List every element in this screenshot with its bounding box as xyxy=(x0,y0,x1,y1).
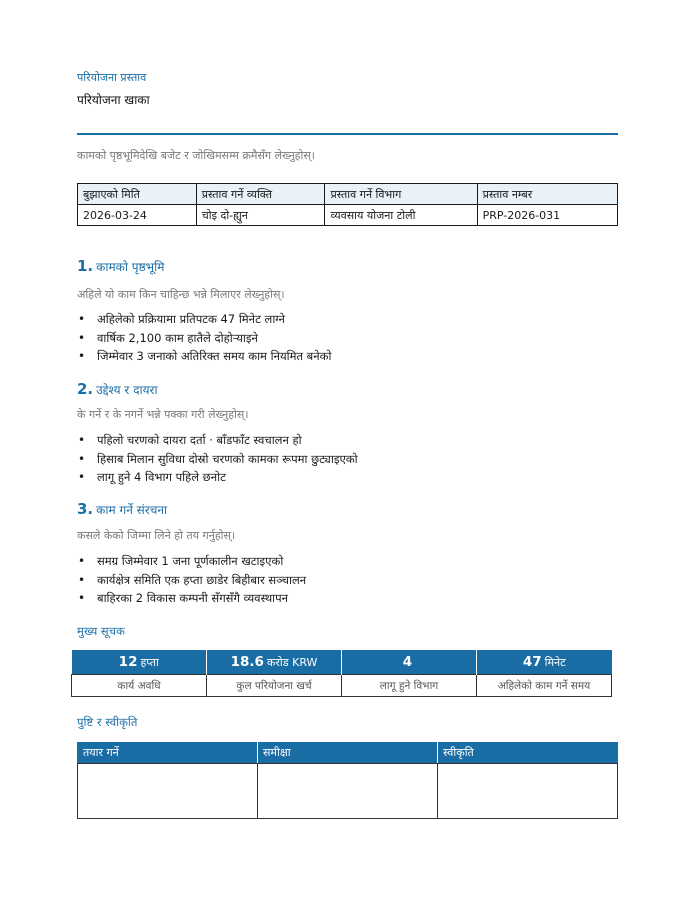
document-category: परियोजना प्रस्ताव xyxy=(77,71,147,84)
kpi-label: कुल परियोजना खर्च xyxy=(207,675,342,697)
section-number: 2. xyxy=(77,380,94,398)
meta-value-department: व्यवसाय योजना टोली xyxy=(325,205,477,226)
meta-value-proposer: चोइ दो-ह्युन xyxy=(196,205,325,226)
kpi-unit: करोड KRW xyxy=(266,656,318,669)
approval-header-prepared: तयार गर्ने xyxy=(78,742,258,764)
list-item: • कार्यक्षेत्र समिति एक हप्ता छाडेर बिहीबार सञ्चालन xyxy=(77,571,306,590)
section-heading-1 xyxy=(77,257,164,275)
list-item: • हिसाब मिलान सुविधा दोस्रो चरणको कामका रूपमा छुट्याइएको xyxy=(77,450,358,469)
kpi-value-cost xyxy=(207,650,342,675)
kpi-number: 4 xyxy=(402,654,413,670)
list-item: • पहिलो चरणको दायरा दर्ता · बाँडफाँट स्वचालन हो xyxy=(77,431,358,450)
kpi-value-duration xyxy=(72,650,207,675)
kpi-label: कार्य अवधि xyxy=(72,675,207,697)
kpi-value-departments xyxy=(342,650,477,675)
section-hint-1: अहिले यो काम किन चाहिन्छ भन्ने मिलाएर लेख्नुहोस्। xyxy=(77,288,285,301)
section-hint-3: कसले केको जिम्मा लिने हो तय गर्नुहोस्। xyxy=(77,529,236,542)
section-heading-2 xyxy=(77,380,158,398)
section-number: 3. xyxy=(77,500,94,518)
section-heading-3 xyxy=(77,500,167,518)
meta-table xyxy=(77,183,618,226)
approval-cell-review xyxy=(258,764,438,819)
header-divider xyxy=(77,133,618,135)
meta-header-proposer: प्रस्ताव गर्ने व्यक्ति xyxy=(196,184,325,205)
kpi-label: लागू हुने विभाग xyxy=(342,675,477,697)
kpi-unit: हप्ता xyxy=(140,656,159,669)
approval-heading: पुष्टि र स्वीकृति xyxy=(77,715,138,729)
kpi-unit: मिनेट xyxy=(544,656,566,669)
kpi-number: 12 xyxy=(118,654,138,670)
approval-header-review: समीक्षा xyxy=(258,742,438,764)
kpi-heading: मुख्य सूचक xyxy=(77,624,125,638)
approval-header-approval: स्वीकृति xyxy=(438,742,618,764)
list-item: • समग्र जिम्मेवार 1 जना पूर्णकालीन खटाइएको xyxy=(77,552,306,571)
approval-cell-prepared xyxy=(78,764,258,819)
kpi-table xyxy=(71,650,612,697)
kpi-label: अहिलेको काम गर्ने समय xyxy=(477,675,612,697)
document-intro: कामको पृष्ठभूमिदेखि बजेट र जोखिमसम्म क्रमैसँग लेख्नुहोस्। xyxy=(77,149,315,162)
meta-header-number: प्रस्ताव नम्बर xyxy=(477,184,617,205)
approval-cell-approval xyxy=(438,764,618,819)
list-item: • जिम्मेवार 3 जनाको अतिरिक्त समय काम नियमित बनेको xyxy=(77,347,331,366)
list-item: • वार्षिक 2,100 काम हातैले दोहोर्‍याइने xyxy=(77,329,331,348)
meta-header-department: प्रस्ताव गर्ने विभाग xyxy=(325,184,477,205)
kpi-number: 47 xyxy=(522,654,542,670)
meta-value-date: 2026-03-24 xyxy=(78,205,197,226)
meta-value-number: PRP-2026-031 xyxy=(477,205,617,226)
kpi-value-work-time xyxy=(477,650,612,675)
list-item: • लागू हुने 4 विभाग पहिले छनोट xyxy=(77,468,358,487)
section-bullets-3 xyxy=(77,552,306,608)
document-title: परियोजना खाका xyxy=(77,93,150,107)
section-bullets-1 xyxy=(77,310,331,366)
section-title: कामको पृष्ठभूमि xyxy=(96,260,165,274)
approval-table xyxy=(77,742,618,819)
list-item: • बाहिरका 2 विकास कम्पनी सँगसँगै व्यवस्थापन xyxy=(77,589,306,608)
kpi-number: 18.6 xyxy=(230,654,264,670)
section-title: काम गर्ने संरचना xyxy=(96,503,168,517)
section-title: उद्देश्य र दायरा xyxy=(96,383,158,397)
section-hint-2: के गर्ने र के नगर्ने भन्ने पक्का गरी लेख्नुहोस्। xyxy=(77,408,249,421)
section-bullets-2 xyxy=(77,431,358,487)
section-number: 1. xyxy=(77,257,94,275)
list-item: • अहिलेको प्रक्रियामा प्रतिपटक 47 मिनेट लाग्ने xyxy=(77,310,331,329)
meta-header-date: बुझाएको मिति xyxy=(78,184,197,205)
